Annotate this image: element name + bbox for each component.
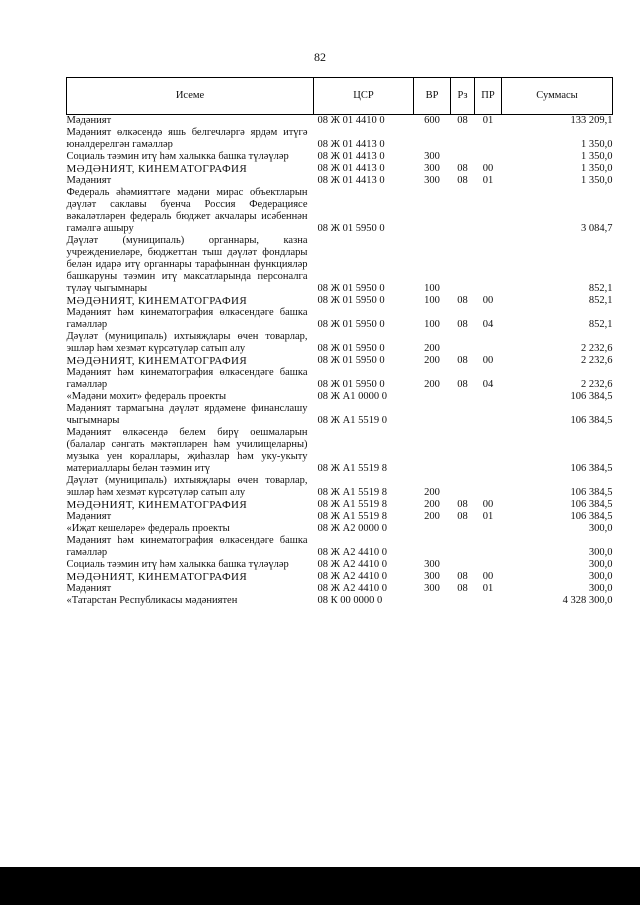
cell-rz [451,475,475,499]
cell-sum: 133 209,1 [570,115,613,126]
cell-vr: 300 [424,583,440,594]
cell-sum: 106 384,5 [570,511,613,522]
cell-csr: 08 Ж 01 4410 0 [317,115,385,126]
cell-vr: 200 [424,499,440,510]
header-sum: Суммасы [502,78,613,115]
cell-csr: 08 Ж 01 5950 0 [317,319,385,330]
cell-sum: 300,0 [588,523,613,534]
cell-sum: 2 232,6 [581,355,613,366]
cell-vr [414,595,451,607]
bottom-scan-border [0,867,640,905]
cell-pr [475,151,502,163]
cell-pr [475,559,502,571]
cell-csr: 08 Ж А2 4410 0 [317,571,387,582]
cell-name: «Иҗат кешеләре» федераль проекты [66,523,230,534]
cell-pr [475,535,502,559]
cell-csr: 08 Ж А1 0000 0 [317,391,387,402]
cell-vr [414,127,451,151]
cell-rz [451,535,475,559]
table-row [67,535,613,559]
cell-sum: 1 350,0 [581,151,613,162]
table-row [67,235,613,295]
cell-csr: 08 Ж А1 5519 8 [317,463,387,474]
cell-rz [451,427,475,475]
cell-pr: 00 [482,499,494,510]
cell-pr: 01 [482,175,494,186]
cell-pr [475,403,502,427]
cell-sum: 300,0 [588,547,613,558]
cell-rz: 08 [457,499,468,510]
cell-pr [475,595,502,607]
cell-vr: 300 [424,151,440,162]
table-row [67,391,613,403]
cell-name: МӘДӘНИЯТ, КИНЕМАТОГРАФИЯ [66,295,248,307]
cell-sum: 300,0 [588,571,613,582]
cell-rz [451,391,475,403]
cell-sum: 852,1 [588,295,613,306]
cell-csr: 08 Ж 01 4413 0 [317,175,385,186]
cell-pr [475,127,502,151]
cell-pr: 00 [482,295,494,306]
cell-rz: 08 [457,571,468,582]
cell-vr: 300 [424,571,440,582]
header-rz: Рз [451,78,475,115]
cell-pr [475,187,502,235]
cell-sum: 852,1 [588,319,613,330]
cell-vr: 200 [424,355,440,366]
cell-sum: 1 350,0 [581,139,613,150]
cell-sum: 106 384,5 [570,463,613,474]
cell-pr [475,331,502,355]
table-row [67,151,613,163]
cell-name: МӘДӘНИЯТ, КИНЕМАТОГРАФИЯ [66,499,248,511]
table-row [67,115,613,128]
cell-sum: 300,0 [588,583,613,594]
cell-rz [451,127,475,151]
cell-csr: 08 Ж А2 4410 0 [317,559,387,570]
cell-vr [414,427,451,475]
cell-pr [475,391,502,403]
cell-rz: 08 [457,295,468,306]
table-row [67,403,613,427]
cell-vr: 100 [424,319,440,330]
cell-pr: 01 [482,583,494,594]
cell-name: Мәдәният [66,115,112,126]
cell-pr [475,235,502,295]
cell-pr: 00 [482,163,494,174]
table-row [67,163,613,175]
cell-vr: 300 [424,163,440,174]
table-row [67,523,613,535]
cell-csr: 08 Ж 01 5950 0 [317,379,385,390]
cell-rz: 08 [457,163,468,174]
cell-csr: 08 Ж А1 5519 0 [317,415,387,426]
cell-rz: 08 [457,115,468,126]
cell-pr [475,523,502,535]
cell-rz: 08 [457,583,468,594]
cell-name: МӘДӘНИЯТ, КИНЕМАТОГРАФИЯ [66,355,248,367]
cell-name: Мәдәният һәм кинематография өлкәсендәге башка гамәлләр [66,307,308,330]
cell-pr [475,427,502,475]
cell-csr: 08 Ж 01 4413 0 [317,139,385,150]
table-row [67,331,613,355]
cell-sum: 4 328 300,0 [562,595,613,606]
cell-pr: 04 [482,319,494,330]
header-name: Исеме [67,78,314,115]
table-row [67,427,613,475]
cell-sum: 106 384,5 [570,487,613,498]
cell-rz: 08 [457,355,468,366]
cell-csr: 08 Ж А1 5519 8 [317,511,387,522]
cell-csr: 08 Ж 01 5950 0 [317,355,385,366]
cell-rz [451,403,475,427]
budget-table [66,77,613,607]
cell-csr: 08 Ж А2 4410 0 [317,547,387,558]
cell-name: Мәдәният тармагына дәүләт ярдәмене финанслашу чыгымнары [66,403,308,426]
table-row [67,175,613,187]
cell-sum: 300,0 [588,559,613,570]
cell-pr: 04 [482,379,494,390]
cell-name: Мәдәният [66,511,112,522]
cell-sum: 106 384,5 [570,391,613,402]
cell-vr: 200 [424,379,440,390]
cell-name: Мәдәният өлкәсендә яшь белгечләргә ярдәм итүгә юнәлдерелгән гамәлләр [66,127,308,150]
table-row [67,559,613,571]
cell-csr: 08 Ж А2 4410 0 [317,583,387,594]
cell-name: МӘДӘНИЯТ, КИНЕМАТОГРАФИЯ [66,571,248,583]
table-row [67,187,613,235]
cell-vr: 600 [424,115,440,126]
cell-rz: 08 [457,319,468,330]
table-row [67,571,613,583]
cell-csr: 08 Ж 01 5950 0 [317,295,385,306]
cell-pr [475,475,502,499]
cell-rz: 08 [457,379,468,390]
table-row [67,127,613,151]
cell-rz: 08 [457,511,468,522]
cell-name: Дәүләт (муниципаль) ихтыяҗлары өчен товарлар, эшләр һәм хезмәт күрсәтүләр сатып алу [66,475,308,498]
cell-rz [451,331,475,355]
cell-csr: 08 Ж А1 5519 8 [317,487,387,498]
table-row [67,499,613,511]
cell-vr: 100 [424,295,440,306]
cell-rz [451,235,475,295]
cell-name: Социаль тәэмин итү һәм халыкка башка түләүләр [66,559,289,570]
page-number: 82 [314,50,326,64]
cell-name: «Мәдәни мохит» федераль проекты [66,391,227,402]
cell-csr: 08 Ж А2 0000 0 [317,523,387,534]
cell-name: Федераль әһәмияттәге мәдәни мирас объектларын дәүләт саклавы буенча Россия Федерациясе вәкаләтләрен федераль бюджет акчалары исәбеннән гамәлгә ашыру [66,187,308,234]
table-row [67,367,613,391]
table-row [67,595,613,607]
table-row [67,511,613,523]
header-csr: ЦСР [314,78,414,115]
cell-vr [414,187,451,235]
cell-sum: 1 350,0 [581,163,613,174]
cell-csr: 08 Ж 01 4413 0 [317,151,385,162]
table-header-row [67,78,613,115]
cell-rz [451,523,475,535]
cell-sum: 2 232,6 [581,343,613,354]
cell-vr: 300 [424,559,440,570]
cell-vr [414,403,451,427]
cell-rz: 08 [457,175,468,186]
table-row [67,583,613,595]
cell-pr: 00 [482,571,494,582]
cell-rz [451,559,475,571]
cell-name: Мәдәният [66,175,112,186]
cell-name: Дәүләт (муниципаль) органнары, казна учреждениеләре, бюджеттан тыш дәүләт фондлары белән идарә итү органнары тарафыннан функцияләр башкаруны тәэмин итү максатларында персоналга түләү чыгымнары [66,235,308,294]
cell-vr: 100 [424,283,440,294]
cell-sum: 106 384,5 [570,499,613,510]
cell-rz [451,187,475,235]
header-vr: ВР [414,78,451,115]
cell-vr [414,391,451,403]
cell-sum: 2 232,6 [581,379,613,390]
cell-name: Мәдәният өлкәсендә белем бирү оешмаларын (балалар сәнгать мәктәпләрен һәм училищеларны) музыка уен кораллары, җиһазлар һәм уку-укыту материаллары белән тәэмин итү [66,427,308,474]
cell-sum: 106 384,5 [570,415,613,426]
cell-csr: 08 Ж 01 5950 0 [317,343,385,354]
cell-name: Мәдәният һәм кинематография өлкәсендәге башка гамәлләр [66,367,308,390]
table-row [67,475,613,499]
table-body [67,115,613,608]
cell-csr: 08 К 00 0000 0 [317,595,383,606]
cell-rz [451,595,475,607]
table-row [67,307,613,331]
cell-vr: 200 [424,343,440,354]
cell-name: «Татарстан Республикасы мәдәниятен [66,595,238,606]
cell-name: Мәдәният һәм кинематография өлкәсендәге башка гамәлләр [66,535,308,558]
table-row [67,355,613,367]
cell-pr: 00 [482,355,494,366]
cell-pr: 01 [482,115,494,126]
cell-sum: 1 350,0 [581,175,613,186]
cell-name: Дәүләт (муниципаль) ихтыяҗлары өчен товарлар, эшләр һәм хезмәт күрсәтүләр сатып алу [66,331,308,354]
cell-csr: 08 Ж А1 5519 8 [317,499,387,510]
table-row [67,295,613,307]
cell-vr: 200 [424,511,440,522]
cell-csr: 08 Ж 01 5950 0 [317,283,385,294]
cell-vr [414,523,451,535]
cell-csr: 08 Ж 01 4413 0 [317,163,385,174]
cell-vr: 300 [424,175,440,186]
cell-pr: 01 [482,511,494,522]
cell-name: Мәдәният [66,583,112,594]
cell-vr [414,535,451,559]
cell-sum: 3 084,7 [581,223,613,234]
cell-name: МӘДӘНИЯТ, КИНЕМАТОГРАФИЯ [66,163,248,175]
cell-name: Социаль тәэмин итү һәм халыкка башка түләүләр [66,151,289,162]
header-pr: ПР [475,78,502,115]
cell-vr: 200 [424,487,440,498]
cell-sum: 852,1 [588,283,613,294]
cell-rz [451,151,475,163]
cell-csr: 08 Ж 01 5950 0 [317,223,385,234]
